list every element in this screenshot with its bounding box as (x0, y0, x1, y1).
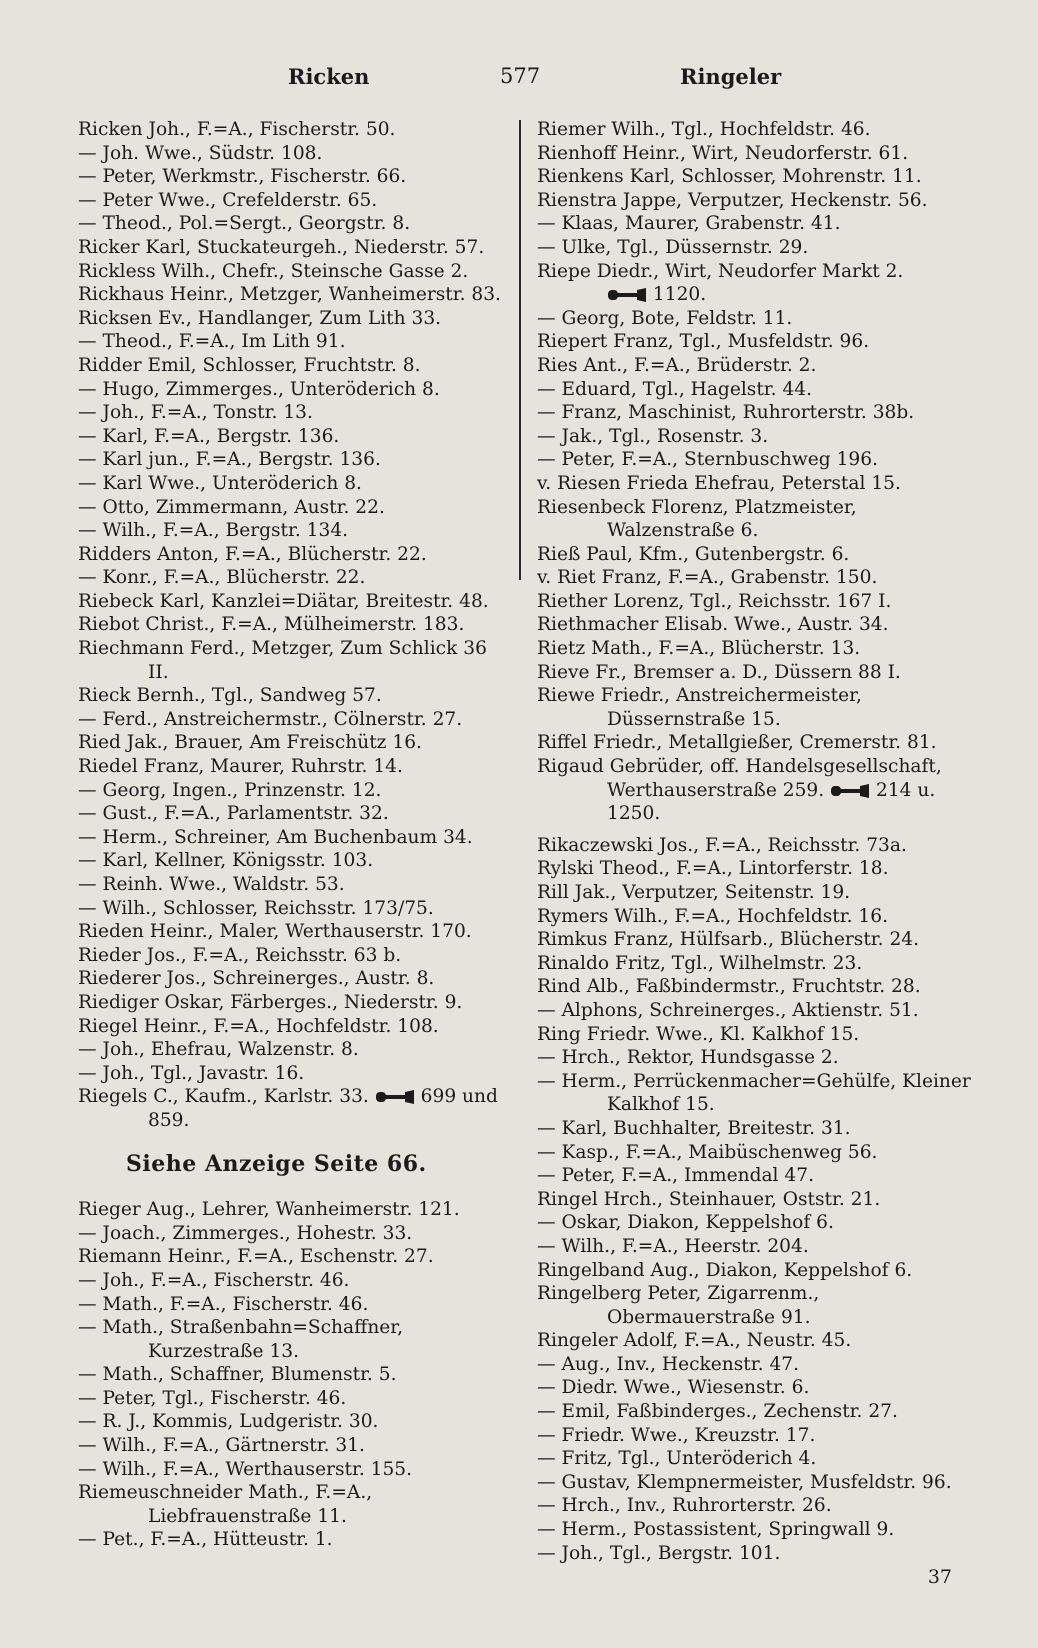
page-header (0, 64, 1038, 98)
directory-entry: Ried Jak., Brauer, Am Freischütz 16. (78, 732, 422, 754)
directory-entry: v. Riesen Frieda Ehefrau, Peterstal 15. (537, 472, 901, 494)
left-column (78, 118, 506, 1552)
directory-entry: Riemeuschneider Math., F.=A., Liebfrauenstraße 11. (78, 1482, 373, 1527)
directory-entry-rigaud (537, 755, 977, 826)
directory-entry: — Wilh., F.=A., Heerstr. 204. (537, 1235, 809, 1257)
directory-entry: — Karl jun., F.=A., Bergstr. 136. (78, 449, 381, 471)
directory-entry: — Klaas, Maurer, Grabenstr. 41. (537, 213, 841, 235)
directory-entry: — Theod., F.=A., Im Lith 91. (78, 331, 346, 353)
directory-entry: — Herm., Postassistent, Springwall 9. (537, 1519, 895, 1541)
directory-entry: — Wilh., F.=A., Bergstr. 134. (78, 520, 349, 542)
directory-entry-riegels (78, 1085, 506, 1132)
directory-entry: Riebot Christ., F.=A., Mülheimerstr. 183. (78, 614, 465, 636)
directory-entry: Rietz Math., F.=A., Blücherstr. 13. (537, 638, 861, 660)
directory-entry: — Gust., F.=A., Parlamentstr. 32. (78, 803, 389, 825)
right-entries-b (537, 307, 977, 755)
entry-text: Riepe Diedr., Wirt, Neudorfer Markt 2. (537, 260, 904, 282)
directory-entry: Ricker Karl, Stuckateurgeh., Niederstr. 57. (78, 236, 485, 258)
directory-entry: v. Riet Franz, F.=A., Grabenstr. 150. (537, 567, 878, 589)
directory-entry: Riediger Oskar, Färberges., Niederstr. 9. (78, 991, 463, 1013)
telephone-icon (375, 1090, 415, 1104)
directory-entry: Rienhoff Heinr., Wirt, Neudorferstr. 61. (537, 142, 909, 164)
directory-entry: — Fritz, Tgl., Unteröderich 4. (537, 1448, 817, 1470)
entry-phone: 214 u. 1250. (607, 779, 936, 825)
directory-entry: Rienstra Jappe, Verputzer, Heckenstr. 56. (537, 189, 928, 211)
directory-entry: — Reinh. Wwe., Waldstr. 53. (78, 874, 345, 895)
directory-entry: Riederer Jos., Schreinerges., Austr. 8. (78, 968, 435, 990)
directory-entry: — Joh., F.=A., Tonstr. 13. (78, 402, 313, 424)
entry-text: Riegels C., Kaufm., Karlstr. 33. (78, 1086, 369, 1108)
directory-entry: Rieder Jos., F.=A., Reichsstr. 63 b. (78, 944, 402, 966)
directory-entry: Riechmann Ferd., Metzger, Zum Schlick 36 II. (78, 638, 487, 683)
footer-number: 37 (927, 1566, 952, 1588)
header-last-name: Ringeler (680, 64, 782, 89)
directory-entry: — Hugo, Zimmerges., Unteröderich 8. (78, 378, 440, 400)
telephone-icon (607, 288, 647, 302)
directory-entry: Rind Alb., Faßbindermstr., Fruchtstr. 28. (537, 976, 921, 998)
directory-entry: Riepert Franz, Tgl., Musfeldstr. 96. (537, 331, 870, 353)
directory-entry: — Joh., Ehefrau, Walzenstr. 8. (78, 1039, 359, 1061)
directory-entry: — Emil, Faßbinderges., Zechenstr. 27. (537, 1401, 898, 1423)
directory-entry-riepe (537, 260, 977, 307)
directory-entry: Rinaldo Fritz, Tgl., Wilhelmstr. 23. (537, 952, 863, 974)
page-number: 577 (500, 64, 541, 88)
directory-entry: Ringelband Aug., Diakon, Keppelshof 6. (537, 1259, 913, 1281)
directory-entry: — Franz, Maschinist, Ruhrorterstr. 38b. (537, 402, 915, 424)
directory-entry: Ring Friedr. Wwe., Kl. Kalkhof 15. (537, 1023, 860, 1045)
directory-entry: — Joh., Tgl., Javastr. 16. (78, 1062, 305, 1084)
directory-entry: Riewe Friedr., Anstreichermeister, Düssernstraße 15. (537, 685, 862, 730)
directory-entry: — Theod., Pol.=Sergt., Georgstr. 8. (78, 213, 411, 235)
directory-entry: — Peter Wwe., Crefelderstr. 65. (78, 189, 378, 211)
right-column (537, 118, 977, 1565)
directory-entry: Ringelberg Peter, Zigarrenm., Obermauerstraße 91. (537, 1283, 820, 1328)
directory-entry: Ridders Anton, F.=A., Blücherstr. 22. (78, 543, 427, 565)
directory-entry: — Georg, Ingen., Prinzenstr. 12. (78, 779, 382, 801)
directory-entry: — Herm., Schreiner, Am Buchenbaum 34. (78, 826, 473, 848)
directory-entry: Rickhaus Heinr., Metzger, Wanheimerstr. 83. (78, 284, 501, 306)
directory-entry: Ricken Joh., F.=A., Fischerstr. 50. (78, 119, 396, 140)
directory-entry: — Math., Schaffner, Blumenstr. 5. (78, 1364, 397, 1386)
directory-entry: — Georg, Bote, Feldstr. 11. (537, 307, 793, 329)
directory-entry: — R. J., Kommis, Ludgeristr. 30. (78, 1411, 379, 1433)
directory-entry: — Pet., F.=A., Hütteustr. 1. (78, 1529, 333, 1551)
directory-entry: — Hrch., Rektor, Hundsgasse 2. (537, 1047, 839, 1069)
directory-entry: Rimkus Franz, Hülfsarb., Blücherstr. 24. (537, 929, 920, 951)
directory-entry: Ridder Emil, Schlosser, Fruchtstr. 8. (78, 354, 421, 376)
directory-entry: — Herm., Perrückenmacher=Gehülfe, Kleiner Kalkhof 15. (537, 1070, 971, 1116)
directory-entry: — Wilh., F.=A., Gärtnerstr. 31. (78, 1435, 365, 1457)
directory-entry: Ringeler Adolf, F.=A., Neustr. 45. (537, 1330, 852, 1352)
directory-entry: Rill Jak., Verputzer, Seitenstr. 19. (537, 882, 851, 903)
directory-entry: — Wilh., Schlosser, Reichsstr. 173/75. (78, 897, 434, 919)
directory-entry: — Joh. Wwe., Südstr. 108. (78, 142, 323, 164)
directory-entry: Rickless Wilh., Chefr., Steinsche Gasse 2. (78, 260, 469, 282)
right-entries-a (537, 118, 977, 260)
directory-entry: Riedel Franz, Maurer, Ruhrstr. 14. (78, 756, 403, 778)
directory-entry: — Jak., Tgl., Rosenstr. 3. (537, 425, 769, 447)
directory-entry: — Konr., F.=A., Blücherstr. 22. (78, 567, 366, 589)
directory-entry: — Peter, Werkmstr., Fischerstr. 66. (78, 166, 407, 188)
directory-entry: — Karl, F.=A., Bergstr. 136. (78, 425, 340, 447)
directory-entry: — Gustav, Klempnermeister, Musfeldstr. 96. (537, 1471, 952, 1493)
directory-entry: — Ulke, Tgl., Düssernstr. 29. (537, 236, 809, 258)
column-divider (519, 120, 521, 580)
directory-entry: Ries Ant., F.=A., Brüderstr. 2. (537, 354, 817, 376)
left-entries (78, 118, 506, 1085)
entry-phone: 1120. (652, 284, 707, 306)
directory-entry: Rieck Bernh., Tgl., Sandweg 57. (78, 685, 382, 707)
directory-entry: — Alphons, Schreinerges., Aktienstr. 51. (537, 999, 919, 1021)
directory-entry: Rieß Paul, Kfm., Gutenbergstr. 6. (537, 543, 850, 565)
directory-entry: — Math., F.=A., Fischerstr. 46. (78, 1293, 369, 1315)
directory-entry: Rieve Fr., Bremser a. D., Düssern 88 I. (537, 661, 901, 683)
directory-entry: Riethmacher Elisab. Wwe., Austr. 34. (537, 614, 889, 636)
telephone-icon (830, 784, 870, 798)
directory-entry: — Joach., Zimmerges., Hohestr. 33. (78, 1222, 413, 1244)
right-entries-c (537, 834, 977, 1565)
directory-entry: Ricksen Ev., Handlanger, Zum Lith 33. (78, 307, 442, 329)
directory-entry: Riffel Friedr., Metallgießer, Cremerstr. 81. (537, 732, 937, 754)
header-first-name: Ricken (288, 64, 370, 89)
directory-entry: — Joh., F.=A., Fischerstr. 46. (78, 1269, 350, 1291)
directory-entry: — Kasp., F.=A., Maibüschenweg 56. (537, 1141, 878, 1163)
advertisement-notice: Siehe Anzeige Seite 66. (126, 1150, 427, 1177)
directory-entry: Riesenbeck Florenz, Platzmeister, Walzenstraße 6. (537, 496, 857, 542)
directory-entry: — Karl, Buchhalter, Breitestr. 31. (537, 1117, 851, 1139)
directory-entry: Riether Lorenz, Tgl., Reichsstr. 167 I. (537, 590, 892, 612)
directory-entry: — Peter, F.=A., Sternbuschweg 196. (537, 449, 878, 471)
directory-entry: Rymers Wilh., F.=A., Hochfeldstr. 16. (537, 905, 888, 927)
directory-entry: — Oskar, Diakon, Keppelshof 6. (537, 1212, 834, 1234)
directory-entry: — Eduard, Tgl., Hagelstr. 44. (537, 378, 813, 400)
entry-text: Rigaud Gebrüder, off. Handelsgesellschaft, Werthauserstraße 259. (537, 756, 942, 801)
directory-entry: Rieden Heinr., Maler, Werthauserstr. 170. (78, 921, 472, 943)
directory-entry: Rylski Theod., F.=A., Lintorferstr. 18. (537, 858, 889, 880)
directory-entry: Rienkens Karl, Schlosser, Mohrenstr. 11. (537, 166, 922, 188)
directory-entry: — Diedr. Wwe., Wiesenstr. 6. (537, 1377, 810, 1399)
directory-entry: Riebeck Karl, Kanzlei=Diätar, Breitestr. 48. (78, 590, 489, 612)
directory-entry: Riemann Heinr., F.=A., Eschenstr. 27. (78, 1246, 434, 1268)
directory-entry: Ringel Hrch., Steinhauer, Oststr. 21. (537, 1188, 881, 1210)
directory-entry: — Math., Straßenbahn=Schaffner, Kurzestraße 13. (78, 1317, 404, 1362)
directory-entry: — Otto, Zimmermann, Austr. 22. (78, 496, 385, 518)
directory-entry: Rikaczewski Jos., F.=A., Reichsstr. 73a. (537, 834, 907, 856)
left-entries-continued (78, 1198, 506, 1552)
directory-entry: — Karl Wwe., Unteröderich 8. (78, 472, 362, 494)
directory-entry: Rieger Aug., Lehrer, Wanheimerstr. 121. (78, 1199, 460, 1221)
entry-phone: 699 und 859. (148, 1086, 498, 1131)
directory-entry: — Peter, Tgl., Fischerstr. 46. (78, 1387, 347, 1409)
directory-entry: — Karl, Kellner, Königsstr. 103. (78, 850, 374, 872)
directory-entry: — Ferd., Anstreichermstr., Cölnerstr. 27. (78, 708, 463, 730)
directory-entry: — Joh., Tgl., Bergstr. 101. (537, 1542, 781, 1564)
directory-entry: — Peter, F.=A., Immendal 47. (537, 1165, 814, 1187)
directory-entry: — Wilh., F.=A., Werthauserstr. 155. (78, 1458, 413, 1480)
directory-entry: — Aug., Inv., Heckenstr. 47. (537, 1353, 800, 1375)
directory-entry: Riemer Wilh., Tgl., Hochfeldstr. 46. (537, 119, 871, 140)
directory-entry: — Friedr. Wwe., Kreuzstr. 17. (537, 1424, 816, 1446)
directory-entry: — Hrch., Inv., Ruhrorterstr. 26. (537, 1495, 832, 1517)
directory-entry: Riegel Heinr., F.=A., Hochfeldstr. 108. (78, 1015, 439, 1037)
